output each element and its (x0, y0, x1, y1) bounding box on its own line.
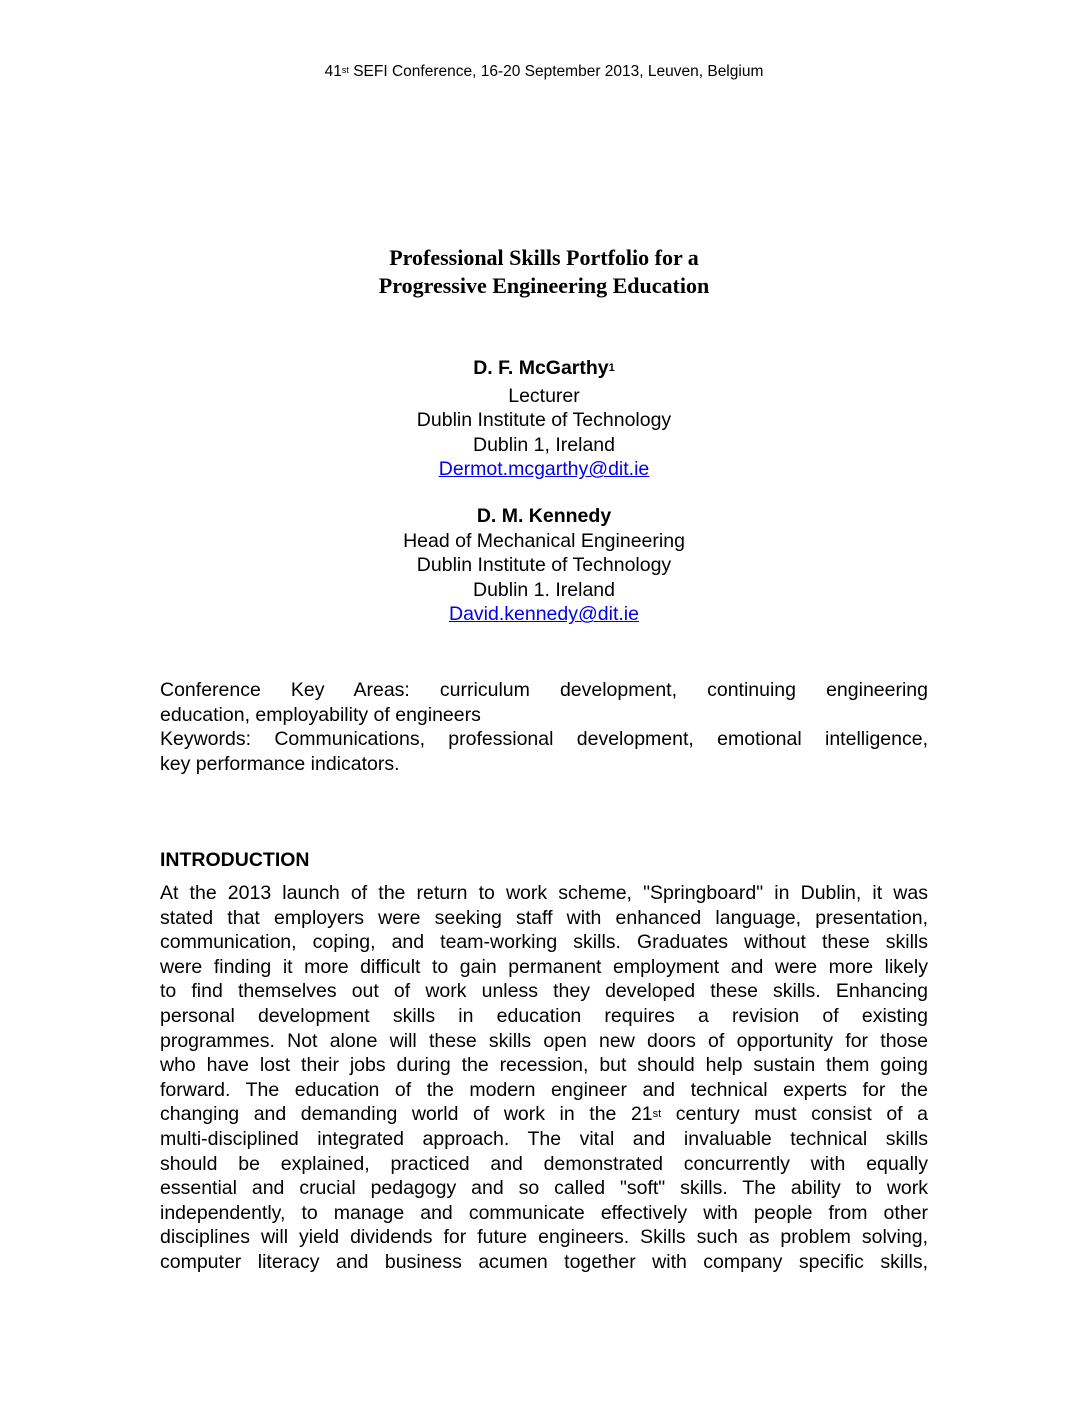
author-institution-2: Dublin Institute of Technology (416, 554, 672, 577)
paragraph-line: should be explained, practiced and demonstrated concurrently with equally (160, 1152, 928, 1175)
paragraph-line: independently, to manage and communicate effectively with people from other (160, 1201, 928, 1224)
author-block-1 (0, 356, 1088, 482)
keywords-line-2: key performance indicators. (160, 752, 400, 775)
paragraph-line: essential and crucial pedagogy and so called "soft" skills. The ability to work (160, 1177, 928, 1200)
paragraph-line: communication, coping, and team-working skills. Graduates without these skills (160, 931, 928, 954)
author-name-1-text: D. F. McGarthy (473, 357, 609, 379)
author-name-2: D. M. Kennedy (476, 505, 612, 527)
paragraph-line: forward. The education of the modern engineer and technical experts for the (160, 1078, 928, 1101)
paragraph-line-with-superscript (160, 1102, 928, 1127)
key-areas-line-2: education, employability of engineers (160, 703, 481, 726)
keywords-line-1: Keywords: Communications, professional development, emotional intelligence, (160, 728, 928, 751)
author-institution-1: Dublin Institute of Technology (416, 409, 672, 432)
paragraph-line: who have lost their jobs during the recession, but should help sustain them going (160, 1054, 928, 1077)
paragraph-line-part: changing and demanding world of work in the 21 (160, 1103, 653, 1126)
key-areas-and-keywords (160, 678, 928, 776)
ordinal-suffix: st (341, 65, 349, 75)
title-line-1: Professional Skills Portfolio for a (389, 245, 699, 270)
paragraph-line: computer literacy and business acumen together with company specific skills, (160, 1250, 928, 1273)
paragraph-line: personal development skills in education requires a revision of existing (160, 1004, 928, 1027)
paragraph-line: programmes. Not alone will these skills open new doors of opportunity for those (160, 1029, 928, 1052)
author-address-2: Dublin 1. Ireland (472, 578, 615, 601)
paragraph-line: At the 2013 launch of the return to work scheme, "Springboard" in Dublin, it was (160, 882, 928, 904)
author-block-2 (0, 504, 1088, 627)
author-address-1: Dublin 1, Ireland (472, 433, 615, 456)
paragraph-line: multi-disciplined integrated approach. The vital and invaluable technical skills (160, 1127, 928, 1150)
paragraph-line: were finding it more difficult to gain permanent employment and were more likely (160, 955, 928, 978)
author-role-2: Head of Mechanical Engineering (403, 529, 685, 552)
author-email-link-2[interactable]: David.kennedy@dit.ie (449, 603, 639, 626)
author-email-link-1[interactable]: Dermot.mcgarthy@dit.ie (438, 458, 650, 481)
paragraph-line-part: century must consist of a (661, 1103, 929, 1126)
paper-title (0, 244, 1088, 300)
author-footnote-marker: 1 (608, 362, 615, 374)
paragraph-line: to find themselves out of work unless they developed these skills. Enhancing (160, 980, 928, 1003)
section-heading-introduction: INTRODUCTION (160, 849, 310, 871)
paragraph-line: stated that employers were seeking staff with enhanced language, presentation, (160, 906, 928, 929)
title-line-2: Progressive Engineering Education (378, 273, 710, 298)
running-header (0, 62, 1088, 83)
author-name-1 (0, 356, 1088, 384)
conference-number: 41 (324, 63, 342, 80)
paragraph-line: disciplines will yield dividends for future engineers. Skills such as problem solving, (160, 1226, 928, 1249)
author-role-1: Lecturer (508, 384, 580, 407)
key-areas-line-1: Conference Key Areas: curriculum development, continuing engineering (160, 679, 928, 701)
ordinal-suffix: st (652, 1108, 662, 1121)
conference-details: SEFI Conference, 16-20 September 2013, Leuven, Belgium (348, 63, 764, 80)
introduction-paragraph (160, 881, 928, 1275)
